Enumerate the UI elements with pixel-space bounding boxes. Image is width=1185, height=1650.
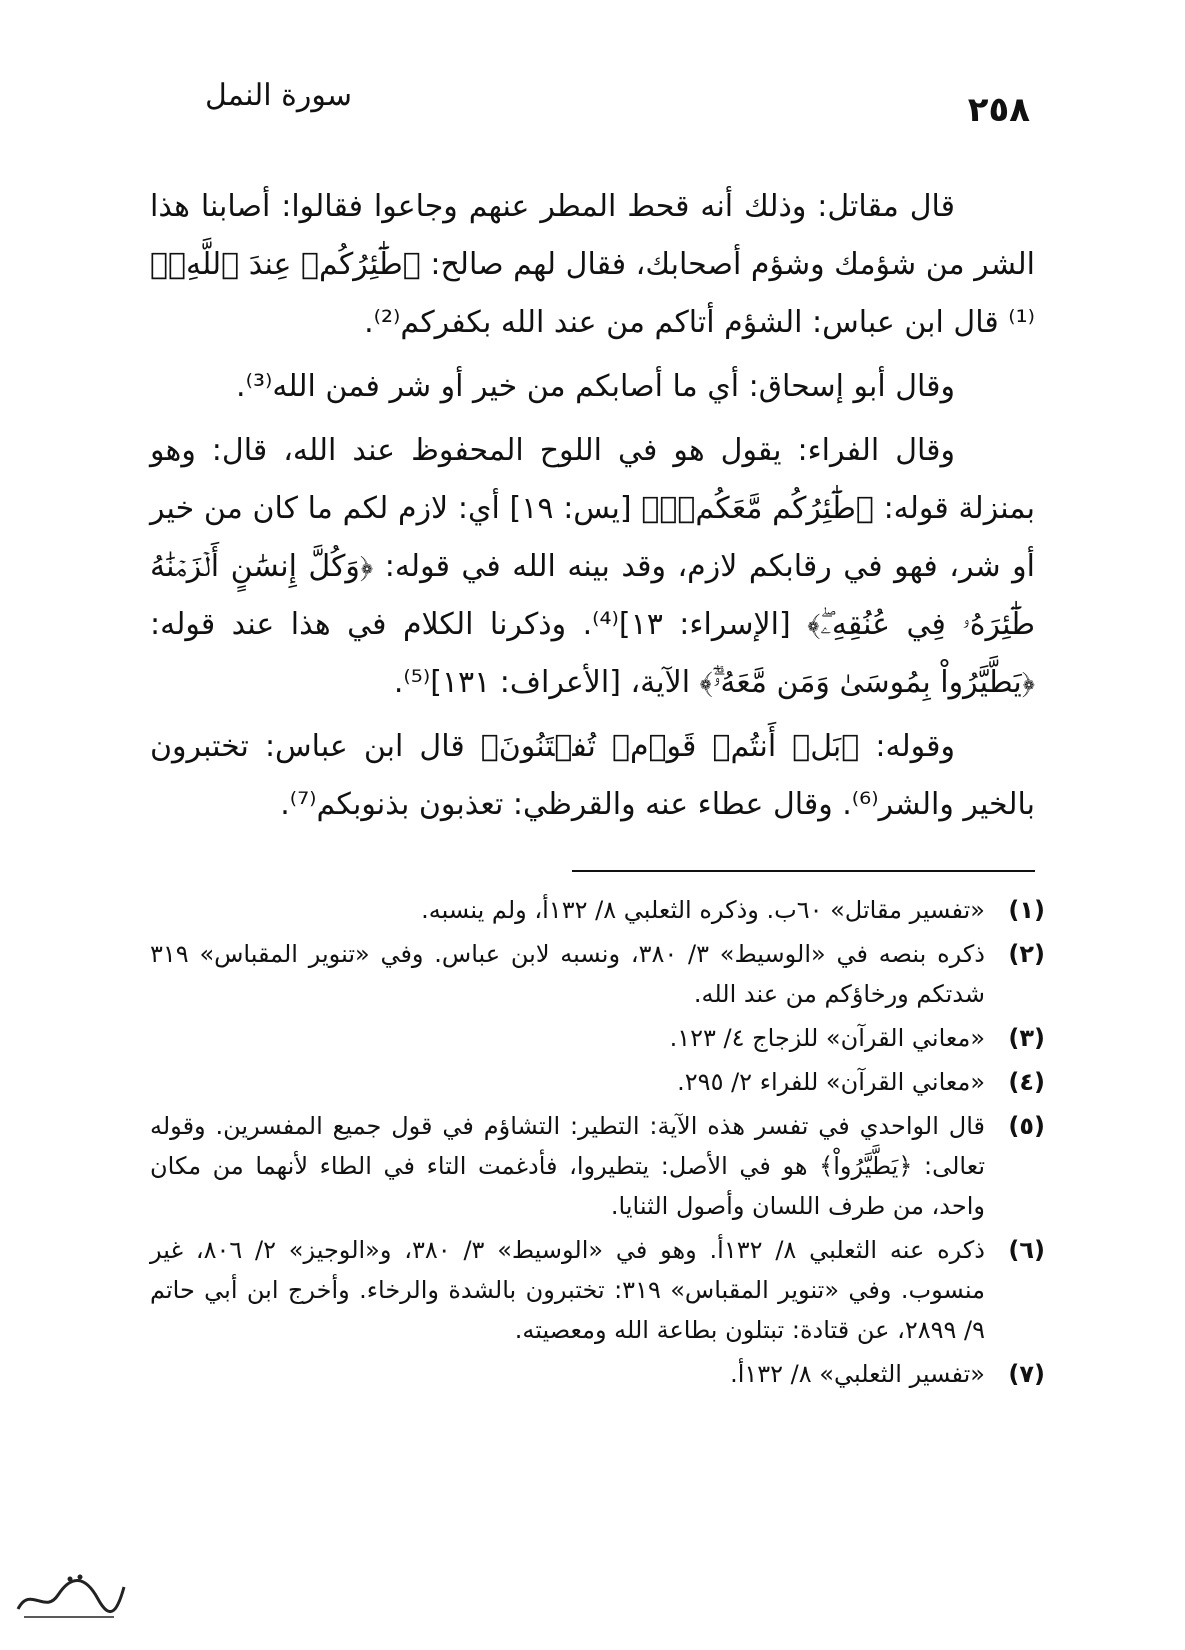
footnote [150, 1230, 1045, 1350]
footnote-text: «تفسير مقاتل» ٦٠ب. وذكره الثعلبي ٨/ ١٣٢أ، ولم ينسبه. [421, 896, 985, 924]
running-title: سورة النمل [205, 78, 352, 113]
footnote-text: «تفسير الثعلبي» ٨/ ١٣٢أ. [730, 1360, 985, 1388]
footnote [150, 890, 1045, 930]
paragraph: وقوله: ﴿بَلۡ أَنتُمۡ قَوۡمٞ تُفۡتَنُونَ﴾ قال ابن عباس: تختبرون بالخير والشر⁽⁶⁾. وقال عطاء عنه والقرظي: تعذبون بذنوبكم⁽⁷⁾. [150, 729, 1035, 822]
footnote-text: «معاني القرآن» للفراء ٢/ ٢٩٥. [677, 1068, 985, 1096]
footnote-text: ذكره بنصه في «الوسيط» ٣/ ٣٨٠، ونسبه لابن عباس. وفي «تنوير المقباس» ٣١٩ شدتكم ورخاؤكم من عند الله. [150, 940, 985, 1008]
footnote-number: (٢) [1008, 940, 1045, 968]
footnote-number: (٣) [1008, 1024, 1045, 1052]
footnote-separator [572, 870, 1035, 872]
stamp-calligraphy-icon [10, 1565, 130, 1625]
footnote-number: (٦) [1008, 1236, 1045, 1264]
footnote-text: ذكره عنه الثعلبي ٨/ ١٣٢أ. وهو في «الوسيط» ٣/ ٣٨٠، و«الوجيز» ٢/ ٨٠٦، غير منسوب. وفي «تنوير المقباس» ٣١٩: تختبرون بالشدة والرخاء. وأخرج ابن أبي حاتم ٩/ ٢٨٩٩، عن قتادة: تبتلون بطاعة الله ومعصيته. [150, 1236, 985, 1344]
page-header [205, 78, 1030, 138]
footnote [150, 1018, 1045, 1058]
library-stamp-logo [10, 1565, 130, 1625]
footnote [150, 1062, 1045, 1102]
page-number: ٢٥٨ [967, 90, 1030, 130]
footnote-number: (١) [1008, 896, 1045, 924]
main-text [150, 178, 1035, 840]
footnote-number: (٤) [1008, 1068, 1045, 1096]
paragraph: وقال أبو إسحاق: أي ما أصابكم من خير أو شر فمن الله⁽³⁾. [236, 369, 955, 404]
footnote [150, 934, 1045, 1014]
footnote-text: «معاني القرآن» للزجاج ٤/ ١٢٣. [669, 1024, 985, 1052]
footnote-text: قال الواحدي في تفسر هذه الآية: التطير: التشاؤم في قول جميع المفسرين. وقوله تعالى: ﴿يَطَّيَّرُواْ﴾ هو في الأصل: يتطيروا، فأدغمت التاء في الطاء لأنهما من مكان واحد، من طرف اللسان وأصول الثنايا. [150, 1112, 985, 1220]
paragraph: قال مقاتل: وذلك أنه قحط المطر عنهم وجاعوا فقالوا: أصابنا هذا الشر من شؤمك وشؤم أصحابك، فقال لهم صالح: ﴿طَٰٓئِرُكُمۡ عِندَ ٱللَّهِۖ﴾⁽¹⁾ قال ابن عباس: الشؤم أتاكم من عند الله بكفركم⁽²⁾. [150, 189, 1035, 340]
footnotes [150, 890, 1045, 1398]
footnote [150, 1354, 1045, 1394]
paragraph: وقال الفراء: يقول هو في اللوح المحفوظ عند الله، قال: وهو بمنزلة قوله: ﴿طَٰٓئِرُكُم مَّعَكُمۡۚ﴾ [يس: ١٩] أي: لازم لكم ما كان من خير أو شر، فهو في رقابكم لازم، وقد بينه الله في قوله: ﴿وَكُلَّ إِنسَٰنٍ أَلۡزَمۡنَٰهُ طَٰٓئِرَهُۥ فِي عُنُقِهِۦۖ﴾ [الإسراء: ١٣]⁽⁴⁾. وذكرنا الكلام في هذا عند قوله: ﴿يَطَّيَّرُواْ بِمُوسَىٰ وَمَن مَّعَهُۥٓۗ﴾ الآية، [الأعراف: ١٣١]⁽⁵⁾. [150, 433, 1036, 700]
footnote-number: (٧) [1008, 1360, 1045, 1388]
footnote [150, 1106, 1045, 1226]
footnote-number: (٥) [1008, 1112, 1045, 1140]
